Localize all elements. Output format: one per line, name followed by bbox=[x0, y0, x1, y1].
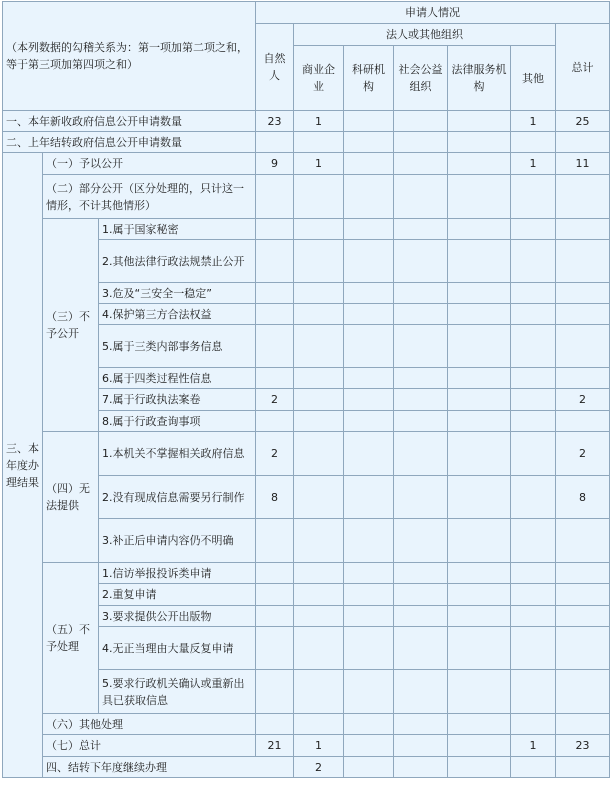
cell-total bbox=[556, 283, 610, 304]
cell-public-welfare bbox=[394, 670, 448, 714]
cell-research bbox=[344, 389, 394, 411]
cell-legal-service bbox=[448, 219, 511, 240]
cell-legal-service bbox=[511, 757, 556, 778]
cell-total: 2 bbox=[556, 389, 610, 411]
cell-other bbox=[511, 432, 556, 476]
row-label: （二）部分公开（区分处理的，只计这一情形，不计其他情形） bbox=[43, 175, 256, 219]
cell-business: 1 bbox=[294, 111, 344, 132]
cell-public-welfare bbox=[394, 476, 448, 519]
cell-other bbox=[511, 584, 556, 606]
cell-natural bbox=[256, 670, 294, 714]
cell-public-welfare bbox=[394, 714, 448, 735]
cell-total bbox=[556, 219, 610, 240]
cell-business bbox=[294, 584, 344, 606]
cell-research bbox=[344, 325, 394, 368]
cell-total: 11 bbox=[556, 153, 610, 175]
cell-legal-service bbox=[448, 111, 511, 132]
cell-research bbox=[344, 670, 394, 714]
cell-total bbox=[556, 606, 610, 627]
cell-research bbox=[344, 283, 394, 304]
cell-public-welfare bbox=[394, 132, 448, 153]
cell-research bbox=[394, 757, 448, 778]
cell-legal-service bbox=[448, 627, 511, 670]
cell-other: 1 bbox=[511, 153, 556, 175]
cell-research bbox=[344, 476, 394, 519]
cell-other bbox=[511, 325, 556, 368]
cell-research bbox=[344, 153, 394, 175]
row-label: 3.危及“三安全一稳定” bbox=[99, 283, 256, 304]
cell-legal-service bbox=[448, 153, 511, 175]
cell-total bbox=[556, 627, 610, 670]
cell-public-welfare bbox=[394, 519, 448, 563]
cell-other bbox=[511, 563, 556, 584]
cell-research bbox=[344, 175, 394, 219]
cell-other bbox=[511, 219, 556, 240]
cell-business bbox=[294, 476, 344, 519]
cell-business bbox=[294, 606, 344, 627]
cell-total: 2 bbox=[556, 432, 610, 476]
cell-other: 1 bbox=[511, 111, 556, 132]
header-total: 总计 bbox=[556, 24, 610, 111]
cell-total: 8 bbox=[556, 476, 610, 519]
group-label-withheld: （三）不予公开 bbox=[43, 219, 99, 432]
cell-business bbox=[294, 175, 344, 219]
cell-other bbox=[511, 670, 556, 714]
cell-public-welfare bbox=[394, 411, 448, 432]
cell-other bbox=[511, 283, 556, 304]
cell-legal-service bbox=[448, 519, 511, 563]
cell-business bbox=[294, 304, 344, 325]
row-label: 4.无正当理由大量反复申请 bbox=[99, 627, 256, 670]
table-row bbox=[3, 111, 610, 132]
cell-legal-service bbox=[448, 304, 511, 325]
cell-business bbox=[294, 240, 344, 283]
cell-natural bbox=[256, 304, 294, 325]
cell-legal-service bbox=[448, 584, 511, 606]
cell-business: 1 bbox=[294, 735, 344, 757]
row-label: 四、结转下年度继续办理 bbox=[43, 757, 294, 778]
cell-legal-service bbox=[448, 132, 511, 153]
table-row bbox=[3, 563, 610, 584]
cell-natural: 9 bbox=[256, 153, 294, 175]
row-label: 二、上年结转政府信息公开申请数量 bbox=[3, 132, 256, 153]
cell-other bbox=[511, 519, 556, 563]
row-label: 2.重复申请 bbox=[99, 584, 256, 606]
cell-other: 1 bbox=[511, 735, 556, 757]
cell-public-welfare bbox=[394, 283, 448, 304]
cell-public-welfare bbox=[394, 606, 448, 627]
cell-public-welfare bbox=[394, 368, 448, 389]
cell-total bbox=[556, 563, 610, 584]
row-label: （七）总计 bbox=[43, 735, 256, 757]
row-label: 5.要求行政机关确认或重新出具已获取信息 bbox=[99, 670, 256, 714]
cell-legal-service bbox=[448, 714, 511, 735]
cell-natural bbox=[256, 132, 294, 153]
cell-research bbox=[344, 304, 394, 325]
cell-natural bbox=[256, 627, 294, 670]
cell-public-welfare bbox=[394, 111, 448, 132]
cell-total bbox=[556, 584, 610, 606]
group-label-unavailable: （四）无法提供 bbox=[43, 432, 99, 563]
cell-natural: 8 bbox=[256, 476, 294, 519]
cell-legal-service bbox=[448, 368, 511, 389]
cell-total bbox=[556, 411, 610, 432]
table-row bbox=[3, 714, 610, 735]
cell-total bbox=[556, 670, 610, 714]
cell-other bbox=[511, 476, 556, 519]
cell-legal-service bbox=[448, 175, 511, 219]
cell-legal-service bbox=[448, 476, 511, 519]
cell-business bbox=[294, 627, 344, 670]
cell-legal-service bbox=[448, 325, 511, 368]
cell-research bbox=[344, 563, 394, 584]
row-label: 1.信访举报投诉类申请 bbox=[99, 563, 256, 584]
cell-public-welfare bbox=[394, 304, 448, 325]
cell-other bbox=[556, 757, 610, 778]
cell-business bbox=[294, 563, 344, 584]
cell-natural bbox=[256, 175, 294, 219]
cell-other bbox=[511, 389, 556, 411]
row-label: 2.没有现成信息需要另行制作 bbox=[99, 476, 256, 519]
cell-total bbox=[556, 714, 610, 735]
header-legal-service: 法律服务机构 bbox=[448, 46, 511, 111]
row-label: 一、本年新收政府信息公开申请数量 bbox=[3, 111, 256, 132]
header-research: 科研机构 bbox=[344, 46, 394, 111]
cell-research bbox=[344, 411, 394, 432]
cell-business bbox=[294, 670, 344, 714]
cell-other bbox=[511, 411, 556, 432]
cell-total: 23 bbox=[556, 735, 610, 757]
cell-natural bbox=[256, 283, 294, 304]
cell-research bbox=[344, 714, 394, 735]
cell-other bbox=[511, 627, 556, 670]
table-row bbox=[3, 132, 610, 153]
row-label: 1.本机关不掌握相关政府信息 bbox=[99, 432, 256, 476]
table-row bbox=[3, 153, 610, 175]
cell-business bbox=[294, 368, 344, 389]
cell-business bbox=[294, 132, 344, 153]
row-label: （一）予以公开 bbox=[43, 153, 256, 175]
cell-other bbox=[511, 240, 556, 283]
cell-public-welfare bbox=[394, 432, 448, 476]
row-label: （六）其他处理 bbox=[43, 714, 256, 735]
cell-legal-service bbox=[448, 432, 511, 476]
header-note: （本列数据的勾稽关系为：第一项加第二项之和，等于第三项加第四项之和） bbox=[3, 2, 256, 111]
header-other: 其他 bbox=[511, 46, 556, 111]
cell-business bbox=[294, 519, 344, 563]
cell-other bbox=[511, 368, 556, 389]
table-row bbox=[3, 757, 610, 778]
cell-total bbox=[556, 240, 610, 283]
cell-business: 1 bbox=[294, 153, 344, 175]
row-label: 8.属于行政查询事项 bbox=[99, 411, 256, 432]
row-label: 1.属于国家秘密 bbox=[99, 219, 256, 240]
cell-natural bbox=[256, 606, 294, 627]
cell-natural: 21 bbox=[256, 735, 294, 757]
cell-business bbox=[294, 389, 344, 411]
group-label-not-processed: （五）不予处理 bbox=[43, 563, 99, 714]
header-business: 商业企业 bbox=[294, 46, 344, 111]
row-label: 4.保护第三方合法权益 bbox=[99, 304, 256, 325]
header-applicant: 申请人情况 bbox=[256, 2, 610, 24]
cell-public-welfare bbox=[394, 153, 448, 175]
cell-public-welfare bbox=[394, 240, 448, 283]
cell-public-welfare bbox=[394, 389, 448, 411]
header-legal-group: 法人或其他组织 bbox=[294, 24, 556, 46]
cell-legal-service bbox=[448, 735, 511, 757]
cell-natural: 23 bbox=[256, 111, 294, 132]
cell-total bbox=[556, 519, 610, 563]
cell-public-welfare bbox=[394, 627, 448, 670]
cell-public-welfare bbox=[394, 175, 448, 219]
cell-public-welfare bbox=[448, 757, 511, 778]
row-label: 6.属于四类过程性信息 bbox=[99, 368, 256, 389]
cell-total bbox=[556, 132, 610, 153]
cell-legal-service bbox=[448, 283, 511, 304]
cell-research bbox=[344, 627, 394, 670]
cell-public-welfare bbox=[394, 584, 448, 606]
row-label: 7.属于行政执法案卷 bbox=[99, 389, 256, 411]
cell-business bbox=[294, 219, 344, 240]
header-natural: 自然人 bbox=[256, 24, 294, 111]
cell-other bbox=[511, 175, 556, 219]
cell-public-welfare bbox=[394, 219, 448, 240]
cell-natural bbox=[256, 325, 294, 368]
cell-public-welfare bbox=[394, 325, 448, 368]
cell-natural bbox=[256, 240, 294, 283]
cell-legal-service bbox=[448, 670, 511, 714]
cell-research bbox=[344, 519, 394, 563]
cell-public-welfare bbox=[394, 735, 448, 757]
cell-research bbox=[344, 219, 394, 240]
table-row bbox=[3, 432, 610, 476]
cell-total bbox=[556, 325, 610, 368]
row-label: 2.其他法律行政法规禁止公开 bbox=[99, 240, 256, 283]
cell-total bbox=[556, 304, 610, 325]
cell-legal-service bbox=[448, 606, 511, 627]
cell-total bbox=[556, 368, 610, 389]
cell-legal-service bbox=[448, 563, 511, 584]
cell-research bbox=[344, 111, 394, 132]
cell-research bbox=[344, 432, 394, 476]
cell-research bbox=[344, 606, 394, 627]
cell-research bbox=[344, 735, 394, 757]
cell-other bbox=[511, 606, 556, 627]
cell-research bbox=[344, 368, 394, 389]
cell-natural bbox=[256, 411, 294, 432]
cell-total: 25 bbox=[556, 111, 610, 132]
cell-business bbox=[294, 432, 344, 476]
cell-legal-service bbox=[448, 240, 511, 283]
cell-natural: 2 bbox=[256, 432, 294, 476]
cell-natural bbox=[256, 368, 294, 389]
cell-research bbox=[344, 132, 394, 153]
cell-natural bbox=[256, 563, 294, 584]
cell-business bbox=[294, 411, 344, 432]
cell-other bbox=[511, 132, 556, 153]
table-row bbox=[3, 219, 610, 240]
cell-natural bbox=[256, 219, 294, 240]
cell-business bbox=[294, 714, 344, 735]
cell-natural: 2 bbox=[294, 757, 344, 778]
row-label: 5.属于三类内部事务信息 bbox=[99, 325, 256, 368]
cell-other bbox=[511, 714, 556, 735]
section3-label: 三、本年度办理结果 bbox=[3, 153, 43, 778]
cell-business bbox=[294, 325, 344, 368]
row-label: 3.要求提供公开出版物 bbox=[99, 606, 256, 627]
cell-legal-service bbox=[448, 411, 511, 432]
cell-business bbox=[344, 757, 394, 778]
cell-other bbox=[511, 304, 556, 325]
cell-research bbox=[344, 584, 394, 606]
cell-legal-service bbox=[448, 389, 511, 411]
cell-natural bbox=[256, 519, 294, 563]
cell-business bbox=[294, 283, 344, 304]
row-label: 3.补正后申请内容仍不明确 bbox=[99, 519, 256, 563]
cell-natural bbox=[256, 714, 294, 735]
statistics-table bbox=[2, 1, 610, 778]
table-row bbox=[3, 735, 610, 757]
cell-natural: 2 bbox=[256, 389, 294, 411]
cell-research bbox=[344, 240, 394, 283]
cell-natural bbox=[256, 584, 294, 606]
table-row bbox=[3, 175, 610, 219]
header-public-welfare: 社会公益组织 bbox=[394, 46, 448, 111]
cell-public-welfare bbox=[394, 563, 448, 584]
cell-total bbox=[556, 175, 610, 219]
